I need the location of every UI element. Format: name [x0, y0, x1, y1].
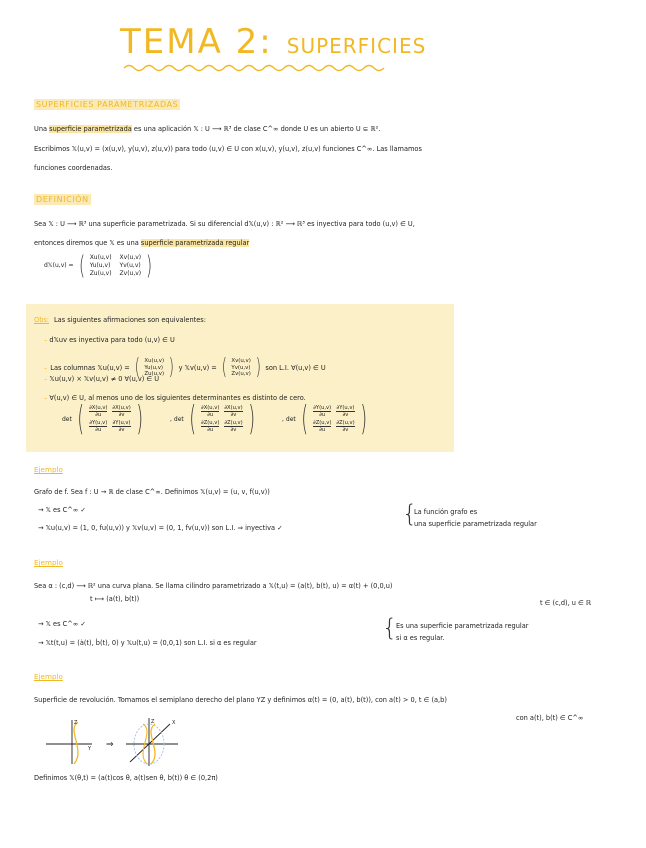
revolution-figures [44, 716, 194, 768]
revolution-surface-figure [126, 718, 178, 766]
ex1-note-1: La función grafo es [414, 508, 478, 516]
example-1-heading: Ejemplo [34, 465, 63, 474]
def-line-2: entonces diremos que 𝕏 es una superficie parametrizada regular [34, 239, 250, 247]
title-sub: SUPERFICIES [286, 34, 427, 58]
ex2-line-2: t ⟼ (a(t), b(t)) [90, 595, 140, 603]
s1-line-1: Una superficie parametrizada es una aplicación 𝕏 : U ⟶ ℝ³ de clase C^∞ donde U es un abierto U ⊆ ℝ². [34, 125, 381, 133]
ex2-line-3: t ∈ (c,d), u ∈ ℝ [540, 599, 592, 607]
s1-line-3: funciones coordenadas. [34, 164, 113, 172]
obs-bullet-4: – ∀(u,v) ∈ U, al menos uno de los siguientes determinantes es distinto de cero. [44, 394, 306, 402]
def-line-1: Sea 𝕏 : U ⟶ ℝ³ una superficie parametrizada. Si su diferencial d𝕏(u,v) : ℝ² ⟶ ℝ³ es inyectiva para todo (u,v) ∈ U, [34, 220, 415, 228]
title-underline-squiggle [122, 62, 392, 74]
title-main: TEMA 2: [120, 22, 273, 62]
obs-intro: Las siguientes afirmaciones son equivalentes: [54, 316, 206, 324]
s1-line-2: Escribimos 𝕏(u,v) = (x(u,v), y(u,v), z(u,v)) para todo (u,v) ∈ U con x(u,v), y(u,v), z(u,v) funciones C^∞. Las llamamos [34, 145, 422, 153]
svg-text:⇒: ⇒ [106, 740, 114, 750]
ex1-line-2: → 𝕏 es C^∞ ✓ [38, 506, 86, 514]
section-heading-definicion: DEFINICIÓN [36, 195, 89, 204]
ex3-line-2: con a(t), b(t) ∈ C^∞ [516, 714, 584, 722]
determinant-xy: det ( $\frac{\partial X(u,v)}{\partial u}$ $\frac{\partial X(u,v)}{\partial v}$ $\frac{\partial Y(u,v)}{\partial u}$ $\frac{\partial Y(u,v)}{\partial v}$ ) [62, 399, 143, 439]
determinant-yz: , det ( $\frac{\partial Y(u,v)}{\partial u}$ $\frac{\partial Y(u,v)}{\partial v}$ $\frac{\partial Z(u,v)}{\partial u}$ $\frac{\partial Z(u,v)}{\partial v}$ ) [282, 399, 367, 439]
jacobian-matrix: d𝕏(u,v) = ( Xu(u,v) Xv(u,v) Yu(u,v) Yv(u,v) Zu(u,v) Zv(u,v) ) [44, 251, 153, 281]
ex2-brace: { [382, 614, 398, 642]
obs-bullet-1: – d𝕏uv es inyectiva para todo (u,v) ∈ U [44, 336, 175, 344]
ex2-note-1: Es una superficie parametrizada regular [396, 622, 529, 630]
profile-curve-figure [46, 720, 92, 764]
example-2-heading: Ejemplo [34, 558, 63, 567]
svg-text:Z: Z [74, 720, 78, 726]
obs-bullet-3: – 𝕏u(u,v) × 𝕏v(u,v) ≠ 0 ∀(u,v) ∈ U [44, 375, 160, 383]
ex1-line-1: Grafo de f. Sea f : U → ℝ de clase C^∞. Definimos 𝕏(u,v) = (u, v, f(u,v)) [34, 488, 270, 496]
ex2-note-2: si α es regular. [396, 634, 445, 642]
term-superficie-regular: superficie parametrizada regular [140, 239, 250, 247]
ex3-line-3: Definimos 𝕏(θ,t) = (a(t)cos θ, a(t)sen θ, b(t)) θ ∈ (0,2π) [34, 774, 218, 782]
ex2-line-1: Sea α : (c,d) ⟶ ℝ² una curva plana. Se llama cilindro parametrizado a 𝕏(t,u) = (a(t), b(t), u) = α(t) + (0,0,u) [34, 582, 393, 590]
title-block [120, 22, 426, 62]
ex2-line-5: → 𝕏t(t,u) = (ȧ(t), ḃ(t), 0) y 𝕏u(t,u) = (0,0,1) son L.I. si α es regular [38, 639, 257, 647]
term-superficie-parametrizada: superficie parametrizada [49, 125, 132, 133]
ex1-line-3: → 𝕏u(u,v) = (1, 0, fu(u,v)) y 𝕏v(u,v) = (0, 1, fv(u,v)) son L.I. ⇒ inyectiva ✓ [38, 524, 283, 532]
svg-text:Y: Y [88, 746, 92, 752]
determinant-xz: , det ( $\frac{\partial X(u,v)}{\partial u}$ $\frac{\partial X(u,v)}{\partial v}$ $\frac{\partial Z(u,v)}{\partial u}$ $\frac{\partial Z(u,v)}{\partial v}$ ) [170, 399, 255, 439]
example-3-heading: Ejemplo [34, 672, 63, 681]
page-title [120, 22, 426, 62]
obs-label: Obs: [34, 316, 50, 324]
ex3-line-1: Superficie de revolución. Tomamos el semiplano derecho del plano YZ y definimos α(t) = (0, a(t), b(t)), con a(t) > 0, t ∈ (a,b) [34, 696, 447, 704]
svg-text:Z: Z [151, 719, 155, 725]
section-heading-superficies: SUPERFICIES PARAMETRIZADAS [36, 100, 179, 109]
ex2-line-4: → 𝕏 es C^∞ ✓ [38, 620, 86, 628]
matrix-entries: Xu(u,v) Xv(u,v) Yu(u,v) Yv(u,v) Zu(u,v) Zv(u,v) [89, 254, 142, 277]
ex1-note-2: una superficie parametrizada regular [414, 520, 537, 528]
matrix-lhs: d𝕏(u,v) = [44, 262, 74, 269]
svg-text:X: X [172, 720, 176, 726]
obs-bullet-2: – Las columnas 𝕏u(u,v) = ( Xu(u,v) Yu(u,v) Zu(u,v) ) y 𝕏v(u,v) = ( Xv(u,v) Yv(u,v) Zv(u,v) ) son L.I. ∀(u,v) ∈ U [44, 355, 326, 380]
ex1-brace: { [402, 500, 418, 528]
